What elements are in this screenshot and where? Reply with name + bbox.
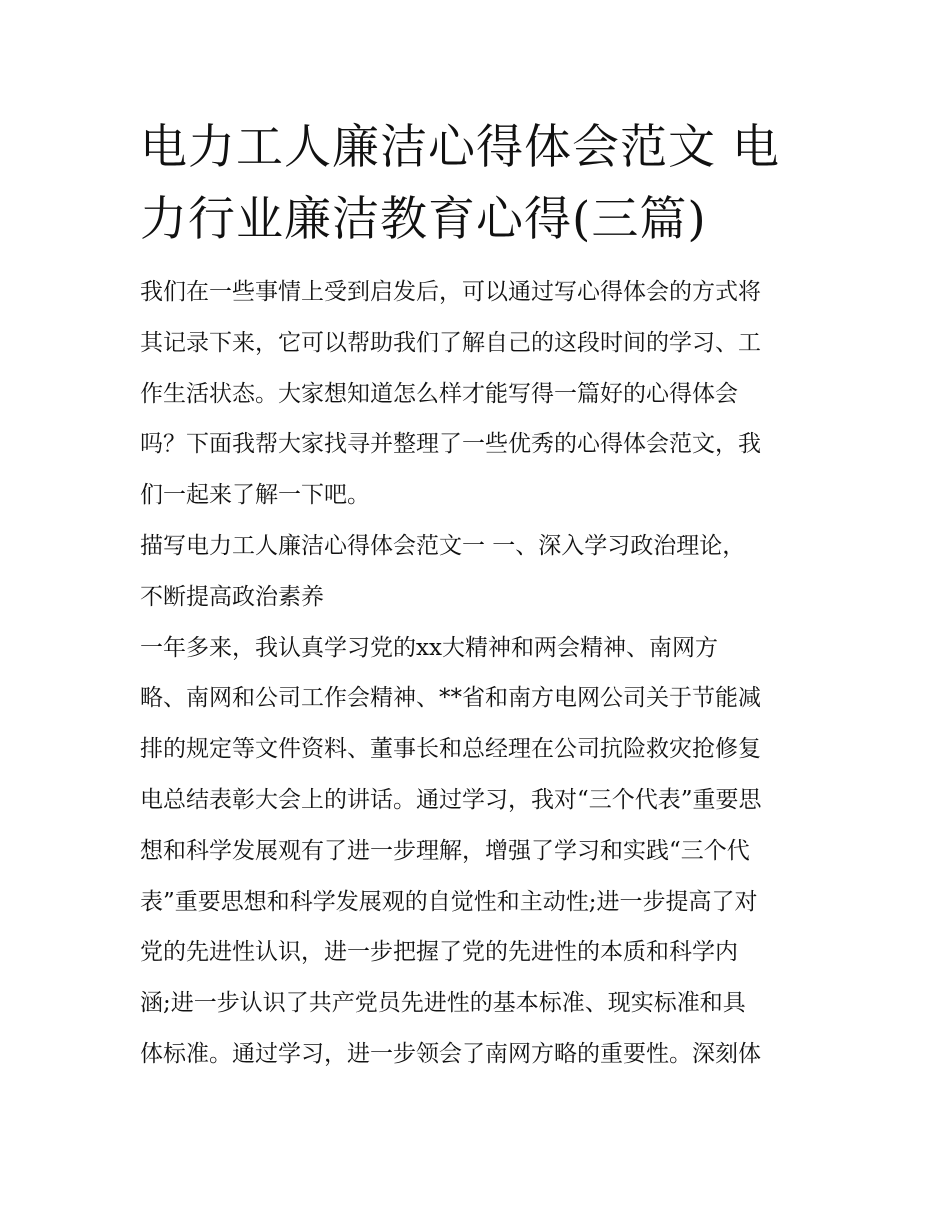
body-line: 想和科学发展观有了进一步理解，增强了学习和实践“三个代 — [140, 837, 750, 864]
body-line: 描写电力工人廉洁心得体会范文一 一、深入学习政治理论， — [140, 532, 746, 559]
body-line: 们一起来了解一下吧。 — [140, 482, 370, 509]
body-line: 略、南网和公司工作会精神、**省和南方电网公司关于节能减 — [140, 685, 761, 712]
title-line: 电力工人廉洁心得体会范文 电 — [140, 120, 780, 175]
body-line: 党的先进性认识，进一步把握了党的先进性的本质和科学内 — [140, 939, 738, 966]
title-line: 力行业廉洁教育心得(三篇) — [140, 192, 707, 247]
body-line: 涵;进一步认识了共产党员先进性的基本标准、现实标准和具 — [140, 990, 746, 1017]
body-line: 电总结表彰大会上的讲话。通过学习，我对“三个代表”重要思 — [140, 786, 762, 813]
body-line: 一年多来，我认真学习党的xx大精神和两会精神、南网方 — [140, 634, 718, 661]
body-line: 其记录下来，它可以帮助我们了解自己的这段时间的学习、工 — [140, 329, 761, 356]
body-line: 我们在一些事情上受到启发后，可以通过写心得体会的方式将 — [140, 279, 761, 305]
document-page — [140, 112, 820, 1080]
document-body — [140, 267, 820, 1080]
body-line: 排的规定等文件资料、董事长和总经理在公司抗险救灾抢修复 — [140, 736, 761, 763]
body-line: 表”重要思想和科学发展观的自觉性和主动性;进一步提高了对 — [140, 888, 758, 915]
document-title — [140, 112, 820, 256]
body-line: 吗？下面我帮大家找寻并整理了一些优秀的心得体会范文，我 — [140, 431, 761, 458]
body-line: 作生活状态。大家想知道怎么样才能写得一篇好的心得体会 — [140, 380, 738, 407]
body-line: 体标准。通过学习，进一步领会了南网方略的重要性。深刻体 — [140, 1040, 761, 1067]
body-line: 不断提高政治素养 — [140, 583, 324, 610]
